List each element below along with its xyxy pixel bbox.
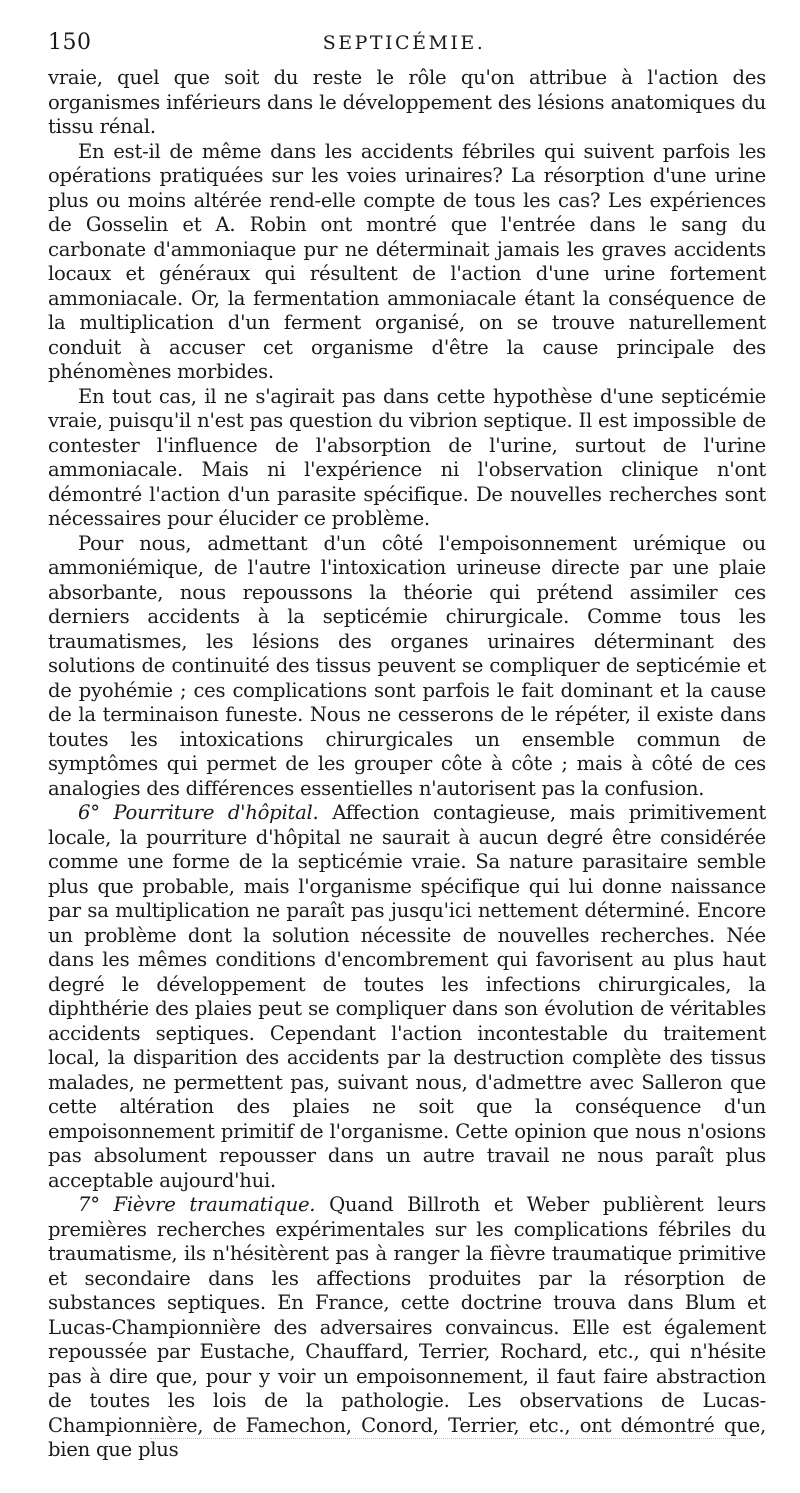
paragraph-text: Affection contagieuse, mais primitivement locale, la pourriture d'hôpital ne saurait à aucun degré être considérée comme une forme de la septicémie vraie. Sa nature parasitaire semble plus que probable, mais l'organisme spécifique qui lui donne naissance par sa multiplication ne paraît pas jusqu'ici nettement déterminé. Encore un problème dont la solution nécessite de nouvelles recherches. Née dans les mêmes conditions d'encombrement qui favorisent au plus haut degré le développement de toutes les infections chirurgicales, la diphthérie des plaies peut se compliquer dans son évolution de véritables accidents septiques. Cependant l'action incontestable du traitement local, la disparition des accidents par la destruction complète des tissus malades, ne permettent pas, suivant nous, d'admettre avec Salleron que cette altération des plaies ne soit que la conséquence d'un empoisonnement primitif de l'organisme. Cette opinion que nous n'osions pas absolument repousser dans un autre travail ne nous paraît plus acceptable aujourd'hui. xyxy=(48,801,766,1192)
page-number: 150 xyxy=(48,30,92,55)
paragraph-text: En est-il de même dans les accidents fébriles qui suivent parfois les opérations pratiquées sur les voies urinaires? La résorption d'une urine plus ou moins altérée rend-elle compte de tous les cas? Les expériences de Gosselin et A. Robin ont montré que l'entrée dans le sang du carbonate d'ammoniaque pur ne déterminait jamais les graves accidents locaux et généraux qui résultent de l'action d'une urine fortement ammoniacale. Or, la fermentation ammoniacale étant la conséquence de la multiplication d'un ferment organisé, on se trouve naturellement conduit à accuser cet organisme d'être la cause principale des phénomènes morbides. xyxy=(48,139,766,383)
page-body xyxy=(48,66,766,1463)
running-title: SEPTICÉMIE. xyxy=(322,32,486,54)
paragraph-text: Pour nous, admettant d'un côté l'empoisonnement urémique ou ammoniémique, de l'autre l'intoxication urineuse directe par une plaie absorbante, nous repoussons la théorie qui prétend assimiler ces derniers accidents à la septicémie chirurgicale. Comme tous les traumatismes, les lésions des organes urinaires déterminant des solutions de continuité des tissus peuvent se compliquer de septicémie et de pyohémie ; ces complications sont parfois le fait dominant et la cause de la terminaison funeste. Nous ne cesserons de le répéter, il existe dans toutes les intoxications chirurgicales un ensemble commun de symptômes qui permet de les grouper côte à côte ; mais à côté de ces analogies des différences essentielles n'autorisent pas la confusion. xyxy=(48,531,766,800)
paragraph-text: Quand Billroth et Weber publièrent leurs premières recherches expérimentales sur les complications fébriles du traumatisme, ils n'hésitèrent pas à ranger la fièvre traumatique primitive et secondaire dans les affections produites par la résorption de substances septiques. En France, cette doctrine trouva dans Blum et Lucas-Championnière des adversaires convaincus. Elle est également repoussée par Eustache, Chauffard, Terrier, Rochard, etc., qui n'hésite pas à dire que, pour y voir un empoisonnement, il faut faire abstraction de toutes les lois de la pathologie. Les observations de Lucas-Championnière, de Famechon, Conord, Terrier, etc., ont démontré que, bien que plus xyxy=(48,1193,766,1461)
paragraph-text: vraie, quel que soit du reste le rôle qu'on attribue à l'action des organismes inférieurs dans le développement des lésions anatomiques du tissu rénal. xyxy=(48,66,766,138)
paragraph xyxy=(48,385,766,532)
paragraph-continuation xyxy=(48,66,766,140)
paragraph-fievre-traumatique xyxy=(48,1193,766,1463)
paragraph-text: En tout cas, il ne s'agirait pas dans cette hypothèse d'une septicémie vraie, puisqu'il n'est pas question du vibrion septique. Il est impossible de contester l'influence de l'absorption de l'urine, surtout de l'urine ammoniacale. Mais ni l'expérience ni l'observation clinique n'ont démontré l'action d'un parasite spécifique. De nouvelles recherches sont nécessaires pour élucider ce problème. xyxy=(48,384,766,530)
footer-rule xyxy=(150,1438,750,1439)
paragraph xyxy=(48,140,766,385)
section-title: 6° Pourriture d'hôpital. xyxy=(78,801,319,824)
section-title: 7° Fièvre traumatique. xyxy=(78,1193,316,1216)
paragraph xyxy=(48,532,766,802)
page-header xyxy=(48,30,760,60)
paragraph-pourriture-hopital xyxy=(48,801,766,1193)
